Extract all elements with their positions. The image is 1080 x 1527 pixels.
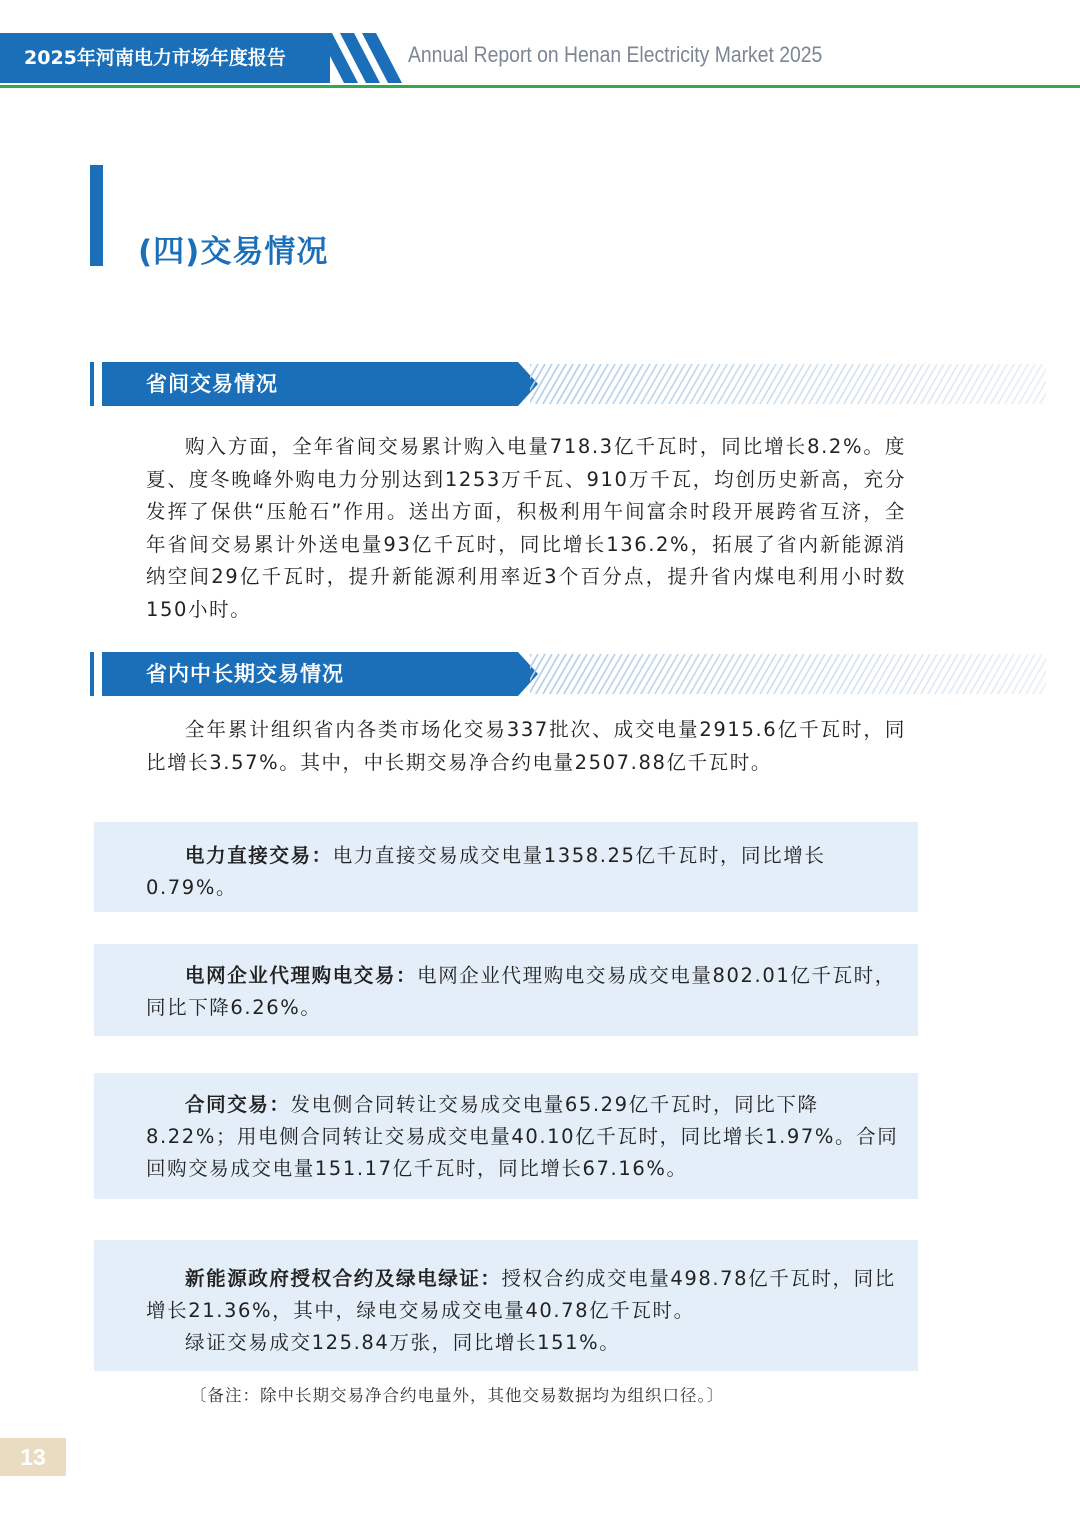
info-box-body: 授权合约成交电量498.78亿千瓦时，同比增长21.36%，其中，绿电交易成交电量40.78亿千瓦时。 <box>146 1267 896 1322</box>
inter-provincial-paragraph <box>146 431 906 626</box>
report-title: 2025年河南电力市场年度报告 <box>24 47 286 69</box>
info-box-text <box>146 1263 906 1359</box>
info-box-direct-trade <box>94 822 918 912</box>
info-box-green-certificate <box>94 1240 918 1371</box>
info-box-text <box>146 960 906 1024</box>
info-box-text <box>146 1089 906 1185</box>
subheading-label: 省间交易情况 <box>146 372 278 396</box>
subheading-hatch-decoration <box>530 654 1046 694</box>
header-divider <box>0 85 1080 88</box>
subheading-label: 省内中长期交易情况 <box>146 662 344 686</box>
header-stripes-decoration <box>318 33 408 83</box>
section-title-bar <box>90 165 103 266</box>
intra-provincial-text: 全年累计组织省内各类市场化交易337批次、成交电量2915.6亿千瓦时，同比增长3.57%。其中，中长期交易净合约电量2507.88亿千瓦时。 <box>146 718 906 774</box>
info-box-body: 电网企业代理购电交易成交电量802.01亿千瓦时，同比下降6.26%。 <box>146 964 896 1019</box>
footnote: 〔备注：除中长期交易净合约电量外，其他交易数据均为组织口径。〕 <box>190 1386 725 1405</box>
subheading-hatch-decoration <box>530 364 1046 404</box>
section-title: (四)交易情况 <box>138 234 329 270</box>
info-box-grid-agency-purchase <box>94 944 918 1036</box>
subheading-inter-provincial <box>90 362 956 406</box>
page-header <box>0 0 1080 90</box>
info-box-text <box>146 840 906 904</box>
info-box-label: 电网企业代理购电交易： <box>185 964 418 987</box>
info-box-body: 发电侧合同转让交易成交电量65.29亿千瓦时，同比下降8.22%；用电侧合同转让交易成交电量40.10亿千瓦时，同比增长1.97%。合同回购交易成交电量151.17亿千瓦时，同比增长67.16%。 <box>146 1093 899 1180</box>
info-box-body-extra: 绿证交易成交125.84万张，同比增长151%。 <box>185 1331 621 1354</box>
page-number: 13 <box>0 1438 66 1476</box>
info-box-label: 电力直接交易： <box>185 844 333 867</box>
subheading-edge <box>90 362 94 406</box>
info-box-body: 电力直接交易成交电量1358.25亿千瓦时，同比增长0.79%。 <box>146 844 826 899</box>
report-title-tab <box>0 33 330 83</box>
info-box-contract-trade <box>94 1073 918 1199</box>
info-box-label: 新能源政府授权合约及绿电绿证： <box>185 1267 502 1290</box>
inter-provincial-text: 购入方面，全年省间交易累计购入电量718.3亿千瓦时，同比增长8.2%。度夏、度冬晚峰外购电力分别达到1253万千瓦、910万千瓦，均创历史新高，充分发挥了保供“压舱石”作用。送出方面，积极利用午间富余时段开展跨省互济，全年省间交易累计外送电量93亿千瓦时，同比增长136.2%，拓展了省内新能源消纳空间29亿千瓦时，提升新能源利用率近3个百分点，提升省内煤电利用小时数150小时。 <box>146 435 906 621</box>
intra-provincial-paragraph <box>146 714 906 779</box>
english-report-title: Annual Report on Henan Electricity Market 2025 <box>408 42 823 67</box>
info-box-label: 合同交易： <box>185 1093 291 1116</box>
subheading-intra-provincial <box>90 652 956 696</box>
subheading-edge <box>90 652 94 696</box>
